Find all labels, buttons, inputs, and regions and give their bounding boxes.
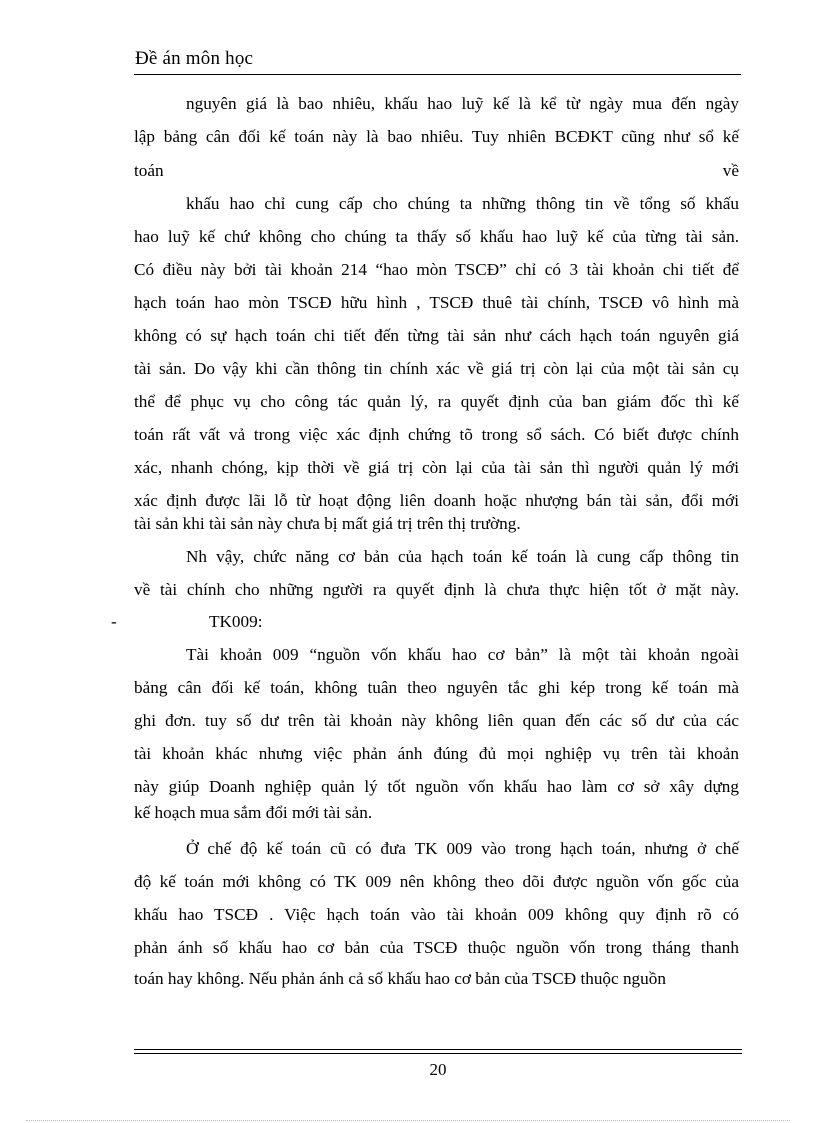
text-line: Nh vậy, chức năng cơ bản của hạch toán kế toán là cung cấp thông tin [186, 547, 739, 566]
section-heading: TK009: [209, 612, 263, 631]
text-line: tài khoản khác nhưng việc phản ánh đúng đủ mọi nghiệp vụ trên tài khoản [134, 744, 739, 763]
text-line: Có điều này bởi tài khoản 214 “hao mòn TSCĐ” chỉ có 3 tài khoản chi tiết để [134, 260, 739, 279]
text-line: kế hoạch mua sắm đổi mới tài sản. [134, 803, 373, 822]
page-break-line [26, 1120, 790, 1121]
text-line: ghi đơn. tuy số dư trên tài khoản này không liên quan đến các số dư của các [134, 711, 739, 730]
text-line: phản ánh số khấu hao cơ bản của TSCĐ thuộc nguồn vốn trong tháng thanh [134, 938, 739, 957]
text-line: nguyên giá là bao nhiêu, khấu hao luỹ kế là kể từ ngày mua đến ngày [186, 94, 739, 113]
text-line: lập bảng cân đối kế toán này là bao nhiêu. Tuy nhiên BCĐKT cũng như sổ kế [134, 127, 739, 146]
text-line: khấu hao chỉ cung cấp cho chúng ta những thông tin về tổng số khấu [186, 194, 739, 213]
page-number: 20 [429, 1060, 447, 1079]
list-bullet: - [111, 612, 117, 631]
text-line: thể để phục vụ cho công tác quản lý, ra quyết định của ban giám đốc thì kế [134, 392, 739, 411]
text-line: độ kế toán mới không có TK 009 nên không theo dõi được nguồn vốn gốc của [134, 872, 739, 891]
text-line: Tài khoản 009 “nguồn vốn khấu hao cơ bản” là một tài khoản ngoài [186, 645, 739, 664]
text-line: Ở chế độ kế toán cũ có đưa TK 009 vào trong hạch toán, nhưng ở chế [186, 839, 739, 858]
text-line: toán [134, 161, 164, 180]
text-line: hạch toán hao mòn TSCĐ hữu hình , TSCĐ thuê tài chính, TSCĐ vô hình mà [134, 293, 739, 312]
text-line: xác, nhanh chóng, kịp thời về giá trị còn lại của tài sản thì người quản lý mới [134, 458, 739, 477]
text-line: tài sản. Do vậy khi cần thông tin chính xác về giá trị còn lại của một tài sản cụ [134, 359, 739, 378]
text-line: hao luỹ kế chứ không cho chúng ta thấy số khấu hao luỹ kế của từng tài sản. [134, 227, 739, 246]
header-divider [134, 74, 741, 75]
text-line: toán rất vất vả trong việc xác định chứng tõ trong sổ sách. Có biết được chính [134, 425, 739, 444]
footer-divider [134, 1049, 742, 1050]
text-line: về tài chính cho những người ra quyết định là chưa thực hiện tốt ở mặt này. [134, 580, 739, 599]
text-line: không có sự hạch toán chi tiết đến từng tài sản như cách hạch toán nguyên giá [134, 326, 739, 345]
text-line: xác định được lãi lỗ từ hoạt động liên doanh hoặc nhượng bán tài sản, đổi mới [134, 491, 739, 510]
text-line: về [722, 161, 739, 180]
text-line: tài sản khi tài sản này chưa bị mất giá trị trên thị trường. [134, 514, 521, 533]
text-line: bảng cân đối kế toán, không tuân theo nguyên tắc ghi kép trong kế toán mà [134, 678, 739, 697]
footer-divider [134, 1053, 742, 1054]
text-line: này giúp Doanh nghiệp quản lý tốt nguồn vốn khấu hao làm cơ sở xây dựng [134, 777, 739, 796]
text-line: khấu hao TSCĐ . Việc hạch toán vào tài khoản 009 không quy định rõ có [134, 905, 739, 924]
text-line: toán hay không. Nếu phản ánh cả số khấu hao cơ bản của TSCĐ thuộc nguồn [134, 969, 666, 988]
header-title: Đề án môn học [135, 48, 254, 69]
